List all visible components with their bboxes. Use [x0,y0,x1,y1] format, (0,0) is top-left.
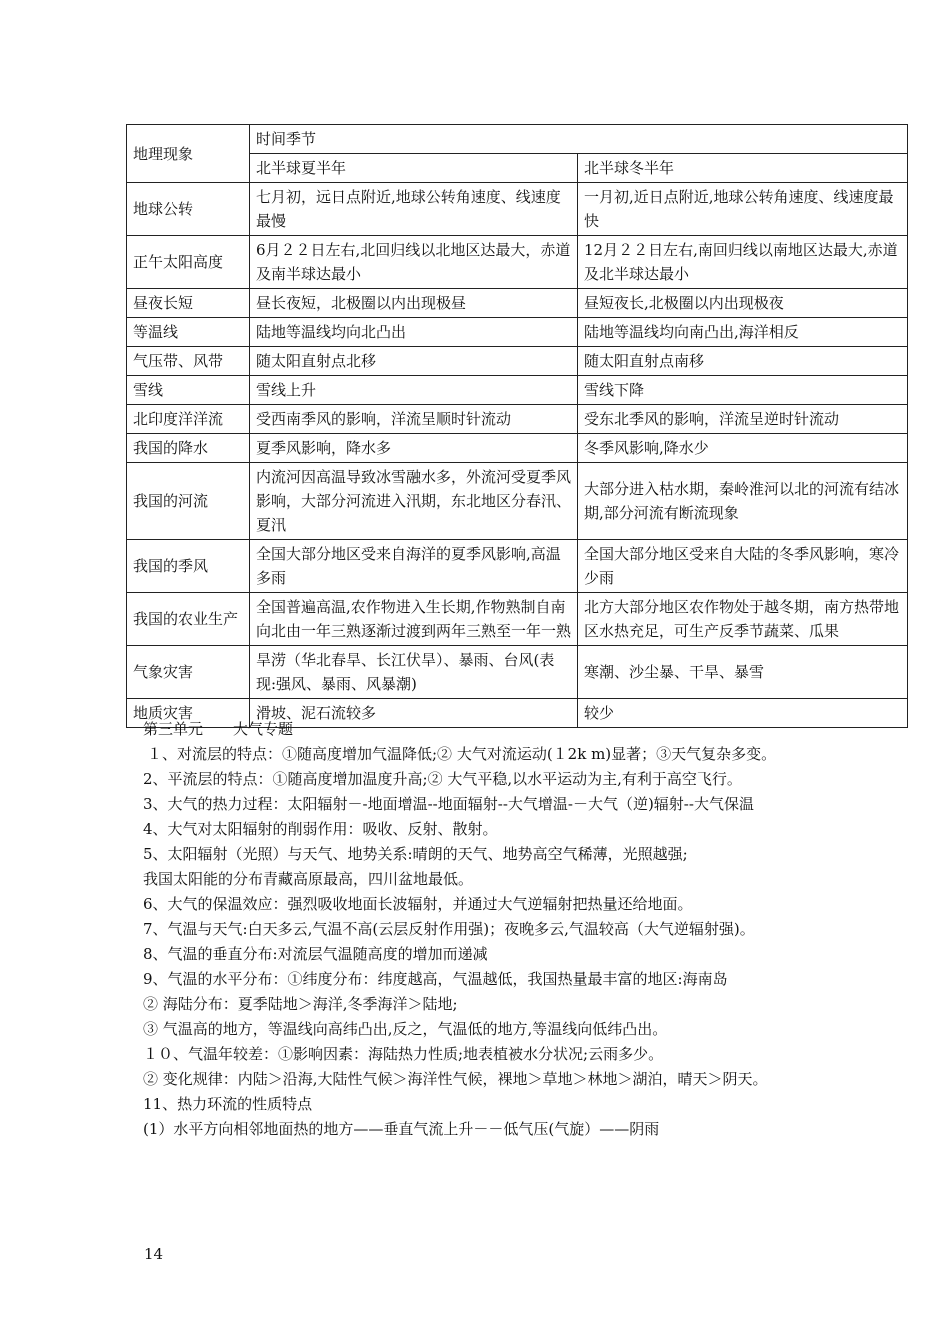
header-winter: 北半球冬半年 [578,154,908,183]
row-winter: 寒潮、沙尘暴、干旱、暴雪 [578,646,908,699]
row-label: 地质灾害 [127,699,250,728]
row-summer: 随太阳直射点北移 [250,347,578,376]
section-heading: 第三单元 大气专题 [143,720,294,738]
paragraph: １０、气温年较差：①影响因素：海陆热力性质;地表植被水分状况;云雨多少。 [143,1045,664,1063]
row-summer: 雪线上升 [250,376,578,405]
table-row [127,289,908,318]
table-row [127,593,908,646]
paragraph: 5、太阳辐射（光照）与天气、地势关系:晴朗的天气、地势高空气稀薄，光照越强; [143,845,688,863]
row-label: 北印度洋洋流 [127,405,250,434]
paragraph: 2、平流层的特点：①随高度增加温度升高;② 大气平稳,以水平运动为主,有利于高空飞行。 [143,770,742,788]
paragraph: ③ 气温高的地方，等温线向高纬凸出,反之，气温低的地方,等温线向低纬凸出。 [143,1020,668,1038]
row-winter: 受东北季风的影响，洋流呈逆时针流动 [578,405,908,434]
row-winter: 雪线下降 [578,376,908,405]
paragraph: 我国太阳能的分布青藏高原最高，四川盆地最低。 [143,870,474,888]
row-label: 我国的农业生产 [127,593,250,646]
table-row [127,376,908,405]
row-summer: 全国普遍高温,农作物进入生长期,作物熟制自南向北由一年三熟逐渐过渡到两年三熟至一年一熟 [250,593,578,646]
row-label: 正午太阳高度 [127,236,250,289]
row-summer: 陆地等温线均向北凸出 [250,318,578,347]
row-winter: 随太阳直射点南移 [578,347,908,376]
paragraph: 9、气温的水平分布：①纬度分布：纬度越高，气温越低，我国热量最丰富的地区:海南岛 [143,970,728,988]
text-body [143,717,818,1142]
header-phenomenon: 地理现象 [127,125,250,183]
row-label: 雪线 [127,376,250,405]
table-row [127,405,908,434]
header-season: 时间季节 [250,125,908,154]
row-winter: 昼短夜长,北极圈以内出现极夜 [578,289,908,318]
paragraph: ② 变化规律：内陆＞沿海,大陆性气候＞海洋性气候，裸地＞草地＞林地＞湖泊，晴天＞阴天。 [143,1070,768,1088]
paragraph: 8、气温的垂直分布:对流层气温随高度的增加而递减 [143,945,488,963]
row-winter: 北方大部分地区农作物处于越冬期，南方热带地区水热充足，可生产反季节蔬菜、瓜果 [578,593,908,646]
paragraph: １、对流层的特点：①随高度增加气温降低;② 大气对流运动(１2k m)显著；③天气复杂多变。 [147,745,777,763]
row-winter: 较少 [578,699,908,728]
page-number: 14 [144,1245,164,1263]
paragraph: 7、气温与天气:白天多云,气温不高(云层反射作用强)；夜晚多云,气温较高（大气逆辐射强)。 [143,920,755,938]
row-label: 我国的降水 [127,434,250,463]
table-row [127,347,908,376]
row-winter: 陆地等温线均向南凸出,海洋相反 [578,318,908,347]
row-winter: 大部分进入枯水期，秦岭淮河以北的河流有结冰期,部分河流有断流现象 [578,463,908,540]
table-row [127,646,908,699]
row-summer: 七月初，远日点附近,地球公转角速度、线速度最慢 [250,183,578,236]
paragraph: (1）水平方向相邻地面热的地方——垂直气流上升－－低气压(气旋）——阴雨 [143,1120,660,1138]
row-summer: 旱涝（华北春旱、长江伏旱）、暴雨、台风(表现:强风、暴雨、风暴潮) [250,646,578,699]
paragraph: 6、大气的保温效应：强烈吸收地面长波辐射，并通过大气逆辐射把热量还给地面。 [143,895,693,913]
comparison-table [126,124,908,728]
table-header-row [127,125,908,154]
row-label: 我国的河流 [127,463,250,540]
row-winter: 一月初,近日点附近,地球公转角速度、线速度最快 [578,183,908,236]
row-label: 地球公转 [127,183,250,236]
row-summer: 夏季风影响，降水多 [250,434,578,463]
table-row [127,183,908,236]
row-summer: 6月２２日左右,北回归线以北地区达最大，赤道及南半球达最小 [250,236,578,289]
paragraph: 3、大气的热力过程：太阳辐射－-地面增温--地面辐射--大气增温-－大气（逆)辐射--大气保温 [143,795,754,813]
row-winter: 全国大部分地区受来自大陆的冬季风影响，寒冷少雨 [578,540,908,593]
row-label: 等温线 [127,318,250,347]
row-winter: 冬季风影响,降水少 [578,434,908,463]
table-row [127,318,908,347]
row-summer: 内流河因高温导致冰雪融水多，外流河受夏季风影响，大部分河流进入汛期，东北地区分春汛、夏汛 [250,463,578,540]
row-label: 我国的季风 [127,540,250,593]
row-label: 气象灾害 [127,646,250,699]
row-label: 昼夜长短 [127,289,250,318]
paragraph: ② 海陆分布：夏季陆地＞海洋,冬季海洋＞陆地; [143,995,458,1013]
table-row [127,463,908,540]
paragraph: 11、热力环流的性质特点 [143,1095,313,1113]
row-summer: 受西南季风的影响，洋流呈顺时针流动 [250,405,578,434]
row-summer: 滑坡、泥石流较多 [250,699,578,728]
paragraph: 4、大气对太阳辐射的削弱作用：吸收、反射、散射。 [143,820,498,838]
table-row [127,236,908,289]
table-row [127,434,908,463]
row-summer: 全国大部分地区受来自海洋的夏季风影响,高温多雨 [250,540,578,593]
header-summer: 北半球夏半年 [250,154,578,183]
row-summer: 昼长夜短，北极圈以内出现极昼 [250,289,578,318]
table-row [127,540,908,593]
row-winter: 12月２２日左右,南回归线以南地区达最大,赤道及北半球达最小 [578,236,908,289]
row-label: 气压带、风带 [127,347,250,376]
